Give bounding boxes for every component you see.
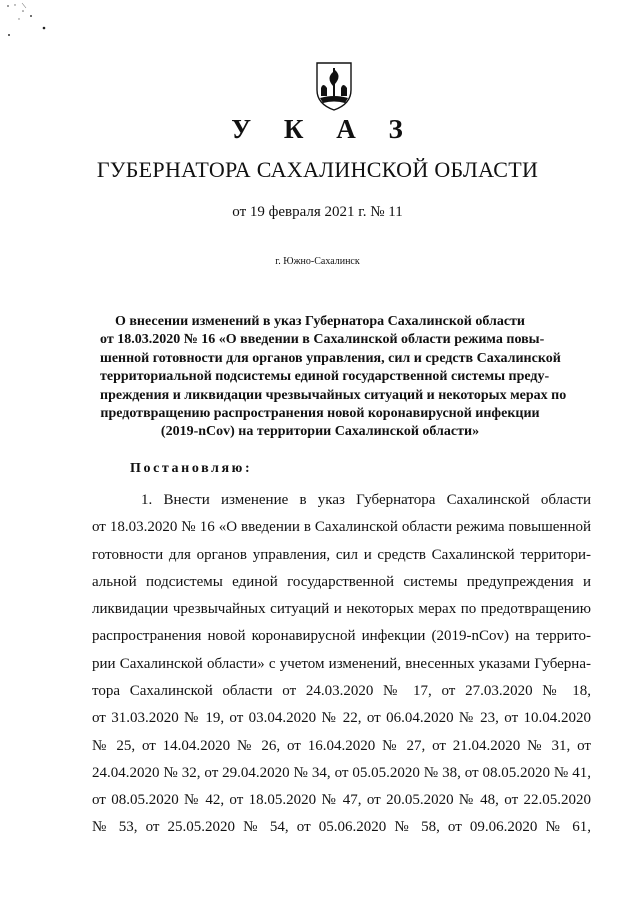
decree-city: г. Южно-Сахалинск <box>275 256 360 267</box>
heading-line: шенной готовности для органов управления, сил и средств Сахалинской <box>100 350 561 366</box>
decree-date-number: от 19 февраля 2021 г. № 11 <box>232 204 403 220</box>
body-line: тора Сахалинской области от 24.03.2020 № 17, от 27.03.2020 № 18, <box>92 683 591 699</box>
body-line: от 08.05.2020 № 42, от 18.05.2020 № 47, от 20.05.2020 № 48, от 22.05.2020 <box>92 792 591 808</box>
decree-heading <box>100 313 567 442</box>
decree-title: У К А З <box>231 114 416 144</box>
body-line: распространения новой коронавирусной инфекции (2019-nCov) на террито- <box>92 628 591 644</box>
resolve-label: Постановляю: <box>130 461 253 476</box>
heading-line: О внесении изменений в указ Губернатора Сахалинской области <box>114 314 525 329</box>
heading-line: (2019-nCov) на территории Сахалинской области» <box>160 424 480 440</box>
heading-line: преждения и ликвидации чрезвычайных ситуаций и некоторых мерах по <box>100 387 567 403</box>
body-line: готовности для органов управления, сил и средств Сахалинской территори- <box>92 547 591 563</box>
coat-of-arms-emblem <box>314 60 354 112</box>
body-line: альной подсистемы единой государственной системы предупреждения и <box>92 574 591 590</box>
scan-specks <box>4 2 64 42</box>
heading-line: от 18.03.2020 № 16 «О введении в Сахалинской области режима повы- <box>100 332 545 348</box>
decree-issuer: ГУБЕРНАТОРА САХАЛИНСКОЙ ОБЛАСТИ <box>96 157 539 182</box>
body-line: 1. Внести изменение в указ Губернатора Сахалинской области <box>141 492 591 508</box>
body-line: № 25, от 14.04.2020 № 26, от 16.04.2020 № 27, от 21.04.2020 № 31, от <box>92 738 591 754</box>
body-line: от 18.03.2020 № 16 «О введении в Сахалинской области режима повышенной <box>92 519 591 535</box>
body-line: от 31.03.2020 № 19, от 03.04.2020 № 22, от 06.04.2020 № 23, от 10.04.2020 <box>92 710 591 726</box>
heading-line: предотвращению распространения новой коронавирусной инфекции <box>100 406 540 422</box>
body-line: ликвидации чрезвычайных ситуаций и некоторых мерах по предотвращению <box>92 601 591 617</box>
body-line: рии Сахалинской области» с учетом изменений, внесенных указами Губерна- <box>92 656 591 672</box>
body-line: 24.04.2020 № 32, от 29.04.2020 № 34, от 05.05.2020 № 38, от 08.05.2020 № 41, <box>92 765 591 781</box>
body-line: № 53, от 25.05.2020 № 54, от 05.06.2020 № 58, от 09.06.2020 № 61, <box>92 819 591 835</box>
heading-line: территориальной подсистемы единой государственной системы преду- <box>100 369 550 385</box>
